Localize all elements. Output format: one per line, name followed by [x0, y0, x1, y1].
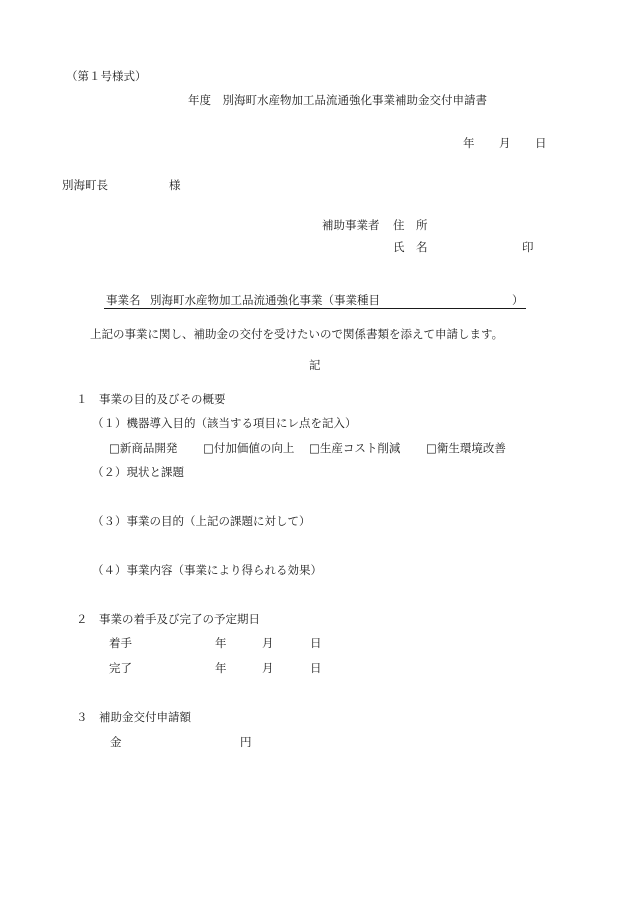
section3-heading: ３ 補助金交付申請額 [76, 710, 191, 724]
section1-sub4: （４）事業内容（事業により得られる効果） [92, 563, 322, 577]
end-day: 日 [310, 661, 322, 675]
amount-yen: 円 [240, 735, 252, 749]
project-label: 事業名 [106, 293, 141, 307]
addressee-honorific: 様 [169, 178, 181, 192]
amount-kin: 金 [110, 735, 122, 749]
end-year: 年 [215, 661, 227, 675]
checkbox-added-value[interactable]: □付加価値の向上 [203, 441, 295, 455]
section1-heading: １ 事業の目的及びその概要 [76, 392, 226, 406]
end-month: 月 [262, 661, 274, 675]
section2-heading: ２ 事業の着手及び完了の予定期日 [76, 612, 260, 626]
date-year: 年 [463, 136, 475, 150]
applicant-label: 補助事業者 [322, 218, 380, 232]
checkbox-cost-reduction[interactable]: □生産コスト削減 [309, 441, 401, 455]
seal-mark: 印 [522, 240, 534, 254]
end-label: 完了 [109, 661, 132, 675]
project-close-paren: ） [512, 293, 524, 307]
start-month: 月 [262, 636, 274, 650]
document-title: 年度 別海町水産物加工品流通強化事業補助金交付申請書 [188, 93, 487, 107]
applicant-name-label: 氏 名 [393, 240, 428, 254]
addressee-name: 別海町長 [62, 178, 108, 192]
section1-sub3: （３）事業の目的（上記の課題に対して） [92, 514, 311, 528]
start-year: 年 [215, 636, 227, 650]
project-name: 別海町水産物加工品流通強化事業（事業種目 [150, 293, 380, 307]
start-day: 日 [310, 636, 322, 650]
project-underline [104, 308, 526, 309]
form-number: （第１号様式） [66, 69, 147, 83]
intro-sentence: 上記の事業に関し、補助金の交付を受けたいので関係書類を添えて申請します。 [90, 327, 504, 341]
checkbox-new-product[interactable]: □新商品開発 [109, 441, 178, 455]
section1-sub1: （１）機器導入目的（該当する項目にレ点を記入） [92, 416, 357, 430]
checkbox-hygiene[interactable]: □衛生環境改善 [426, 441, 506, 455]
section1-sub2: （２）現状と課題 [92, 465, 184, 479]
date-day: 日 [535, 136, 547, 150]
applicant-address-label: 住 所 [393, 218, 428, 232]
start-label: 着手 [109, 636, 132, 650]
date-month: 月 [499, 136, 511, 150]
ki-mark: 記 [309, 358, 321, 372]
